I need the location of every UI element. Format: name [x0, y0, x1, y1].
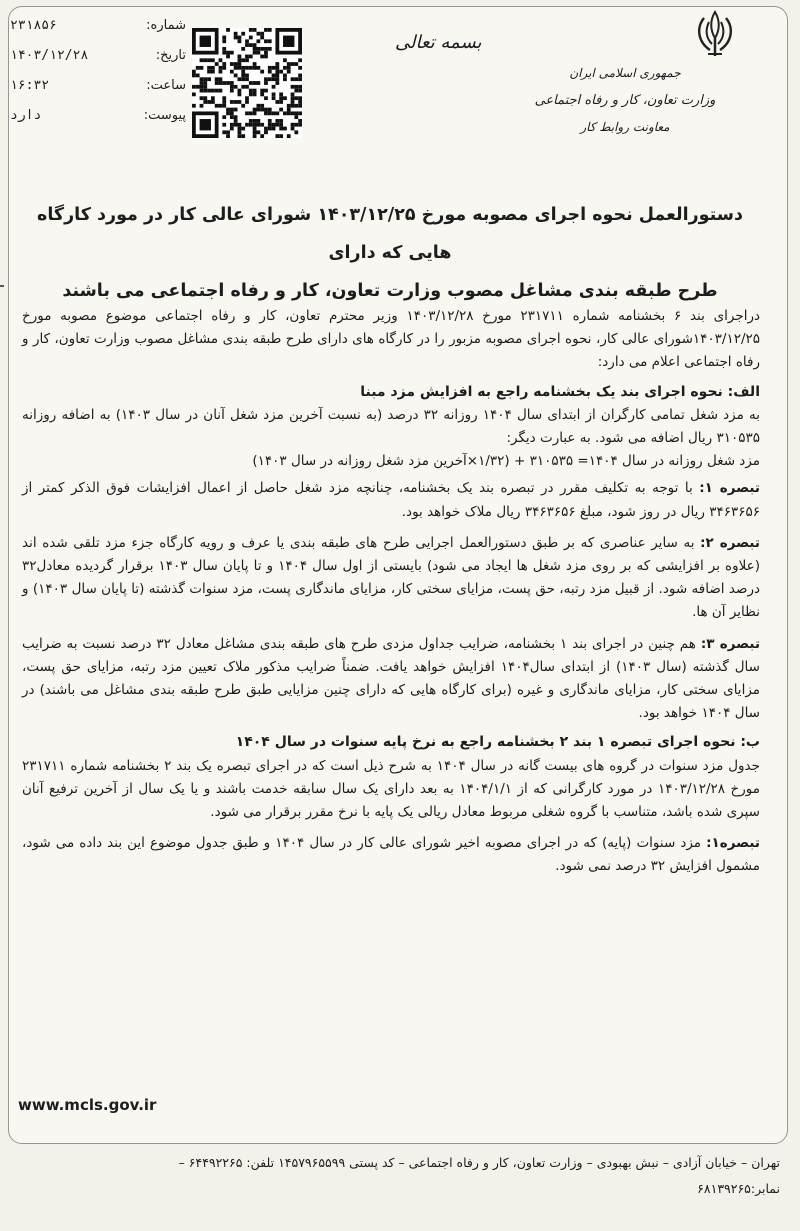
note-b-1 [22, 832, 760, 878]
org-department: معاونت روابط کار [580, 120, 670, 134]
intro-paragraph: دراجرای بند ۶ بخشنامه شماره ۲۳۱۷۱۱ مورخ ۱۴۰۳/۱۲/۲۸ وزیر محترم تعاون، کار و رفاه اجتماعی موضوع مصوبه مورخ ۱۴۰۳/۱۲/۲۵شورای عالی کار، نحوه اجرای مصوبه مزبور را در کارگاه های دارای طرح طبقه بندی مشاغل مصوب وزارت تعاون، کار و رفاه اجتماعی اعلام می دارد: [22, 308, 760, 371]
website-link[interactable]: www.mcls.gov.ir [18, 1096, 157, 1114]
note-b-1-label: تبصره۱: [706, 835, 760, 852]
meta-attachment: پیوست: دارد [10, 107, 186, 123]
footer-contact [50, 1150, 780, 1202]
note-3 [22, 633, 760, 726]
org-ministry: وزارت تعاون، کار و رفاه اجتماعی [534, 93, 716, 108]
qr-code-icon [192, 28, 302, 138]
basmala: بسمه تعالی [395, 32, 482, 53]
wage-formula: مزد شغل روزانه در سال ۱۴۰۴= ۳۱۰۵۳۵ + (۱/۳۲×آخرین مزد شغل روزانه در سال ۱۴۰۳) [252, 453, 760, 470]
section-b-heading: ب: نحوه اجرای تبصره ۱ بند ۲ بخشنامه راجع به نرخ پایه سنوات در سال ۱۴۰۴ [235, 734, 760, 751]
title-line-2: طرح طبقه بندی مشاغل مصوب وزارت تعاون، کار و رفاه اجتماعی می باشند [62, 281, 718, 301]
document-body [22, 305, 760, 879]
document-title [20, 196, 760, 310]
footer-fax: نمابر:۶۸۱۳۹۲۶۵ [697, 1181, 780, 1196]
note-b-1-text: مزد سنوات (پایه) که در اجرای مصوبه اخیر شورای عالی کار در سال ۱۴۰۴ و طبق جدول موضوع این بند داده می شود، مشمول افزایش ۳۲ درصد نمی شود. [22, 835, 760, 875]
scan-mark [0, 285, 4, 287]
note-2-text: به سایر عناصری که بر طبق دستورالعمل اجرایی طرح های طبقه بندی یا عرف و رویه کارگاه جزء مزد تلقی شده اند (علاوه بر افزایشی که بر روی مزد شغل ها ایجاد می شود) بایستی از اول سال ۱۴۰۴ و تا پایان سال ۱۴۰۳ برقرار گردیده معادل۳۲ درصد اضافه شود. از قبیل مزد رتبه، حق پست، مزایای سختی کار، مزایای ماندگاری پست، مزد سنوات گذشته (تا پایان سال ۱۴۰۳) و نظایر آن ها. [22, 534, 760, 621]
note-3-text: هم چنین در اجرای بند ۱ بخشنامه، ضرایب جداول مزدی طرح های طبقه بندی مشاغل معادل ۳۲ درصد نسبت به ضرایب سال گذشته (سال ۱۴۰۳) از ابتدای سال۱۴۰۴ افزایش خواهد یافت. ضمناً ضرایب مذکور ملاک تعیین مزد رتبه، مزایای حق پست، مزایای سختی کار، مزایای ماندگاری و غیره (برای کارگاه هایی که دارای چنین مزایایی طبق طرح طبقه بندی مشاغل می باشند) در سال ۱۴۰۴ خواهد بود. [22, 635, 760, 722]
letter-meta [10, 10, 186, 130]
organization-header [505, 60, 745, 141]
meta-number: شماره: ۲۳۱۸۵۶ [10, 17, 186, 33]
note-1 [22, 477, 760, 523]
section-b-text: جدول مزد سنوات در گروه های بیست گانه در سال ۱۴۰۴ به شرح ذیل است که در اجرای تبصره یک بند ۲ بخشنامه شماره ۲۳۱۷۱۱ مورخ ۱۴۰۳/۱۲/۲۸ در مورد کارگرانی که از ۱۴۰۴/۱/۱ به بعد دارای یک سال سابقه خدمت باشند و یا یک سال از آخرین ترفیع آنان سپری شده باشد، متناسب با گروه شغلی مربوط معادل ریالی یک پایه با نرخ مقرر برقرار می شود. [22, 757, 760, 821]
org-country: جمهوری اسلامی ایران [569, 66, 681, 80]
title-line-1: دستورالعمل نحوه اجرای مصوبه مورخ ۱۴۰۳/۱۲/۲۵ شورای عالی کار در مورد کارگاه هایی که دارای [37, 205, 743, 263]
section-a-text: به مزد شغل تمامی کارگران از ابتدای سال ۱۴۰۴ روزانه ۳۲ درصد (به نسبت آخرین مزد شغل آنان در سال ۱۴۰۳) به اضافه روزانه ۳۱۰۵۳۵ ریال اضافه می شود. به عبارت دیگر: [22, 406, 760, 447]
section-a-heading: الف: نحوه اجرای بند یک بخشنامه راجع به افزایش مزد مبنا [360, 383, 760, 400]
note-2 [22, 532, 760, 625]
note-1-label: تبصره ۱: [699, 480, 760, 497]
note-3-label: تبصره ۳: [700, 635, 761, 652]
note-2-label: تبصره ۲: [700, 534, 760, 551]
meta-date: تاریخ: ۱۴۰۳/۱۲/۲۸ [10, 47, 186, 63]
meta-time: ساعت: ۱۶:۳۲ [10, 77, 186, 93]
footer-address: تهران – خیابان آزادی – نبش بهبودی – وزارت تعاون، کار و رفاه اجتماعی – کد پستی ۱۴۵۷۹۶۵۵۹۹ تلفن: ۶۴۴۹۲۲۶۵ – [178, 1155, 780, 1170]
iran-emblem-icon [690, 8, 740, 60]
note-1-text: با توجه به تکلیف مقرر در تبصره بند یک بخشنامه، چنانچه مزد شغل حاصل از اعمال افزایشات فوق الذکر کمتر از ۳۴۶۳۶۵۶ ریال در روز شود، مبلغ ۳۴۶۳۶۵۶ ریال ملاک خواهد بود. [22, 480, 760, 520]
